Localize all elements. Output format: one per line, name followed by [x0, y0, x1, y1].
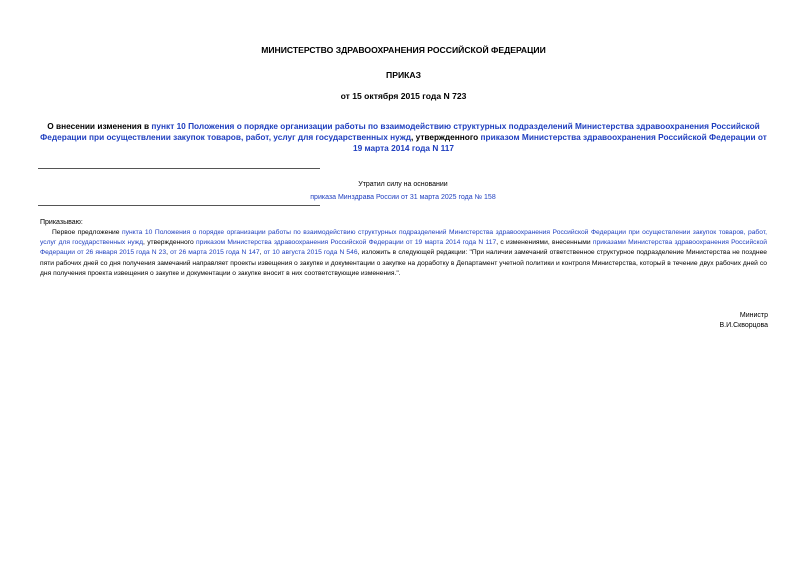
ministry-heading: МИНИСТЕРСТВО ЗДРАВООХРАНЕНИЯ РОССИЙСКОЙ ФЕДЕРАЦИИ [261, 45, 546, 55]
title-link-regulation[interactable]: пункт 10 Положения о порядке организации работы по взаимодействию структурных подразделений Министерства здравоохранения Российской Федерации при осуществлении закупок товаров, работ, услуг для государственных нужд [40, 121, 760, 142]
title-link-order[interactable]: приказом Министерства здравоохранения Российской Федерации от 19 марта 2014 года N 117 [352, 132, 767, 153]
status-note [220, 179, 586, 204]
main-paragraph [40, 228, 767, 279]
document-type: ПРИКАЗ [386, 70, 421, 80]
ordering-label: Приказываю: [40, 219, 83, 226]
document-date-number: от 15 октября 2015 года N 723 [340, 91, 467, 101]
para-link-order-23[interactable]: приказами Министерства здравоохранения Российской Федерации от 26 января 2015 года N 23 [40, 239, 767, 257]
para-end: , изложить в следующей редакции: "При наличии замечаний ответственное структурное подразделение Министерства не позднее пяти рабочих дней со дня получения замечаний направляет проекты извещения о закупке и документации о закупке на доработку в Департамент учетной политики и контроля Министерства, который в течение двух рабочих дней со дня получения проекта извещения о закупке и документации о закупке вносит в них соответствующие изменения.". [40, 249, 768, 277]
signature-name: В.И.Скворцова [719, 322, 768, 329]
para-link-order-117[interactable]: приказом Министерства здравоохранения Российской Федерации от 19 марта 2014 года N 117 [196, 239, 497, 247]
status-line-1: Утратил силу на основании [358, 181, 448, 188]
title-middle: , утвержденного [411, 132, 481, 142]
para-link-order-546[interactable]: от 10 августа 2015 года N 546 [263, 249, 358, 257]
para-mid-3: , [166, 249, 171, 257]
divider-top [38, 168, 320, 169]
para-link-order-147[interactable]: от 26 марта 2015 года N 147 [170, 249, 260, 257]
status-link[interactable]: приказа Минздрава России от 31 марта 2025 года № 158 [310, 193, 496, 201]
signature-title: Министр [739, 312, 768, 319]
para-mid-4: , [259, 249, 264, 257]
title-prefix: О внесении изменения в [47, 121, 152, 131]
para-mid-2: , с изменениями, внесенными [496, 239, 593, 247]
document-title [40, 121, 767, 154]
divider-bottom [38, 205, 320, 206]
para-mid-1: , утвержденного [143, 239, 197, 247]
para-link-regulation[interactable]: пункта 10 Положения о порядке организации работы по взаимодействию структурных подразделений Министерства здравоохранения Российской Федерации при осуществлении закупок товаров, работ, услуг для государственных нужд [40, 229, 768, 247]
para-start: Первое предложение [52, 229, 123, 236]
